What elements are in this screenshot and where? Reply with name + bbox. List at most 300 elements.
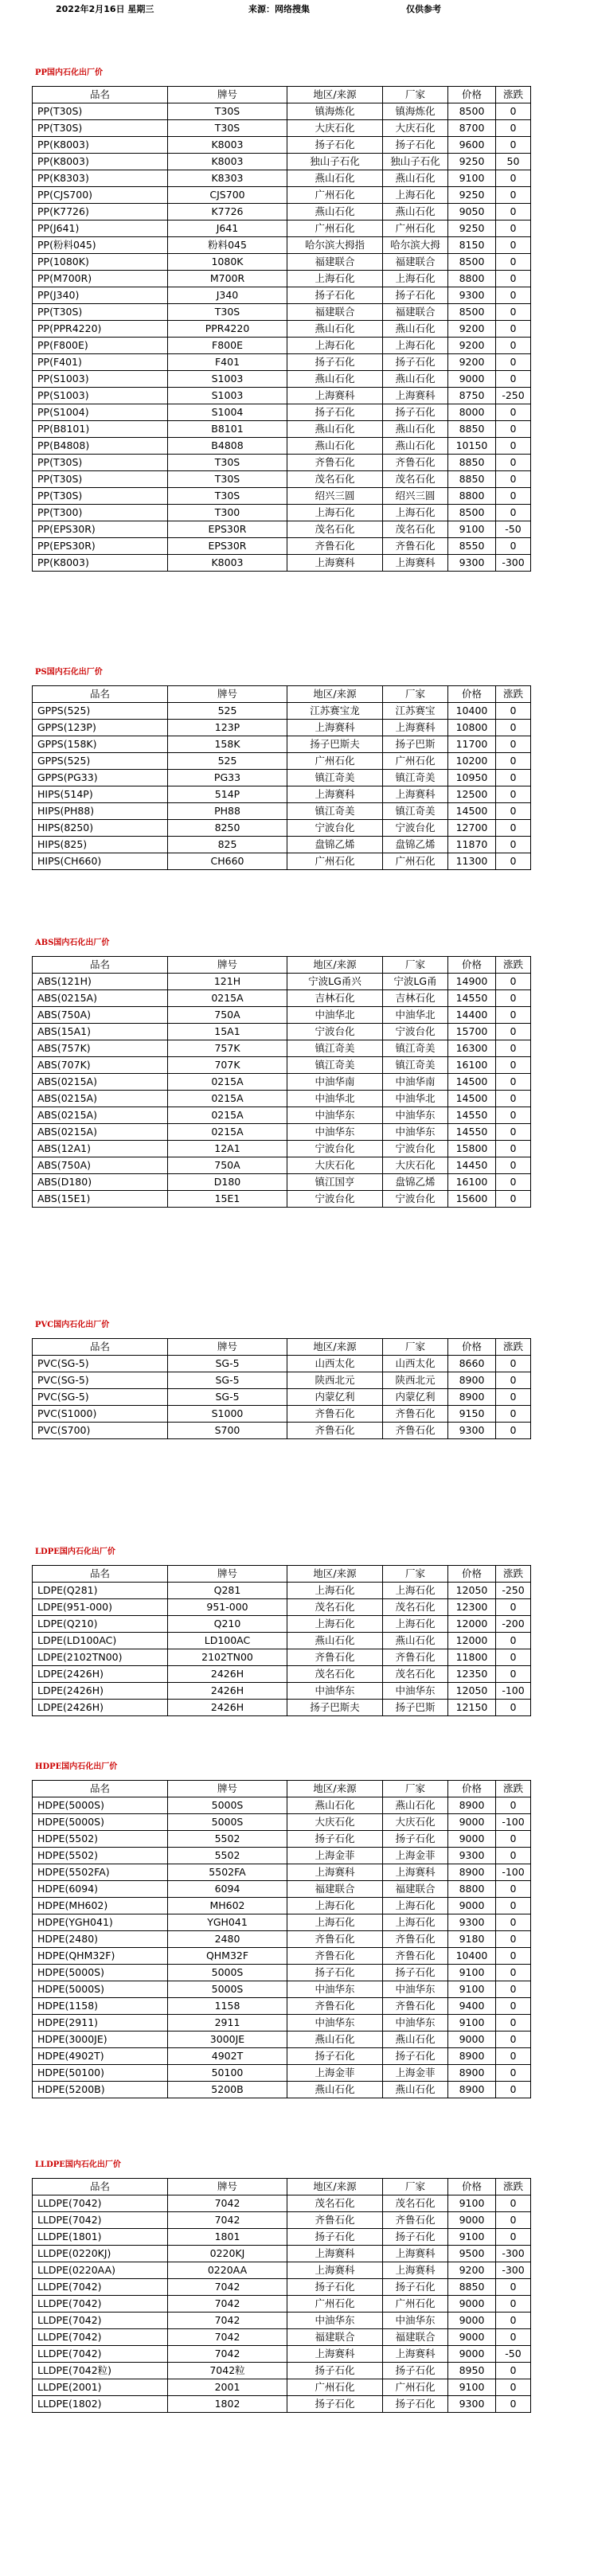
- product-name-cell: LDPE(Q210): [33, 1616, 168, 1633]
- column-header-grade: 牌号: [168, 1781, 287, 1797]
- grade-cell: MH602: [168, 1898, 287, 1914]
- region-cell: 燕山石化: [287, 2032, 383, 2048]
- change-cell: 0: [496, 1797, 531, 1814]
- region-cell: 齐鲁石化: [287, 2212, 383, 2229]
- region-cell: 福建联合: [287, 1881, 383, 1898]
- region-cell: 燕山石化: [287, 2082, 383, 2098]
- grade-cell: 1802: [168, 2396, 287, 2413]
- table-row: [33, 2296, 531, 2313]
- column-header-manufacturer: 厂家: [383, 1339, 448, 1356]
- product-name-cell: HDPE(50100): [33, 2065, 168, 2082]
- region-cell: 镇江奇美: [287, 803, 383, 820]
- grade-cell: 7042: [168, 2329, 287, 2346]
- manufacturer-cell: 上海石化: [383, 1583, 448, 1599]
- region-cell: 上海赛科: [287, 555, 383, 572]
- price-cell: 9600: [448, 137, 496, 154]
- product-name-cell: PP(B8101): [33, 421, 168, 438]
- manufacturer-cell: 大庆石化: [383, 120, 448, 137]
- grade-cell: 12A1: [168, 1141, 287, 1157]
- grade-cell: 825: [168, 837, 287, 853]
- grade-cell: J340: [168, 287, 287, 304]
- grade-cell: 121H: [168, 974, 287, 990]
- product-name-cell: PP(S1003): [33, 371, 168, 388]
- region-cell: 扬子石化: [287, 404, 383, 421]
- manufacturer-cell: 福建联合: [383, 1881, 448, 1898]
- grade-cell: 50100: [168, 2065, 287, 2082]
- price-cell: 9000: [448, 2329, 496, 2346]
- manufacturer-cell: 独山子石化: [383, 154, 448, 170]
- manufacturer-cell: 镇江奇美: [383, 1057, 448, 1074]
- table-row: [33, 371, 531, 388]
- product-name-cell: ABS(757K): [33, 1040, 168, 1057]
- region-cell: 茂名石化: [287, 2195, 383, 2212]
- grade-cell: Q281: [168, 1583, 287, 1599]
- grade-cell: 8250: [168, 820, 287, 837]
- product-name-cell: PP(CJS700): [33, 187, 168, 204]
- price-cell: 14900: [448, 974, 496, 990]
- product-name-cell: GPPS(525): [33, 753, 168, 770]
- table-row: [33, 1372, 531, 1389]
- column-header-region: 地区/来源: [287, 957, 383, 974]
- change-cell: 0: [496, 837, 531, 853]
- manufacturer-cell: 上海石化: [383, 1914, 448, 1931]
- price-cell: 8800: [448, 271, 496, 287]
- manufacturer-cell: 宁波台化: [383, 820, 448, 837]
- region-cell: 扬子石化: [287, 137, 383, 154]
- grade-cell: 粉料045: [168, 237, 287, 254]
- price-cell: 12000: [448, 1616, 496, 1633]
- product-name-cell: ABS(0215A): [33, 1074, 168, 1091]
- change-cell: -100: [496, 1814, 531, 1831]
- change-cell: 0: [496, 1389, 531, 1406]
- change-cell: 0: [496, 505, 531, 521]
- manufacturer-cell: 燕山石化: [383, 2032, 448, 2048]
- product-name-cell: PP(T30S): [33, 304, 168, 321]
- region-cell: 中油华南: [287, 1074, 383, 1091]
- change-cell: 0: [496, 287, 531, 304]
- grade-cell: 7042: [168, 2212, 287, 2229]
- product-name-cell: ABS(0215A): [33, 1107, 168, 1124]
- change-cell: 0: [496, 404, 531, 421]
- manufacturer-cell: 上海赛科: [383, 720, 448, 736]
- price-cell: 9200: [448, 321, 496, 338]
- grade-cell: K8003: [168, 555, 287, 572]
- change-cell: 0: [496, 1649, 531, 1666]
- manufacturer-cell: 中油华东: [383, 1107, 448, 1124]
- product-name-cell: ABS(707K): [33, 1057, 168, 1074]
- price-cell: 8700: [448, 120, 496, 137]
- price-cell: 8900: [448, 1389, 496, 1406]
- region-cell: 燕山石化: [287, 438, 383, 455]
- column-header-product: 品名: [33, 1781, 168, 1797]
- grade-cell: T30S: [168, 103, 287, 120]
- table-row: [33, 803, 531, 820]
- table-row: [33, 1898, 531, 1914]
- grade-cell: 5000S: [168, 1814, 287, 1831]
- manufacturer-cell: 上海赛科: [383, 2262, 448, 2279]
- grade-cell: T30S: [168, 455, 287, 471]
- price-cell: 9200: [448, 354, 496, 371]
- grade-cell: 525: [168, 753, 287, 770]
- grade-cell: SG-5: [168, 1356, 287, 1372]
- table-row: [33, 2363, 531, 2379]
- table-row: [33, 204, 531, 221]
- table-row: [33, 2246, 531, 2262]
- manufacturer-cell: 中油华北: [383, 1007, 448, 1024]
- change-cell: -100: [496, 1683, 531, 1700]
- manufacturer-cell: 上海赛科: [383, 2346, 448, 2363]
- price-cell: 15700: [448, 1024, 496, 1040]
- price-cell: 9100: [448, 2229, 496, 2246]
- table-row: [33, 770, 531, 786]
- product-name-cell: ABS(750A): [33, 1007, 168, 1024]
- change-cell: 0: [496, 471, 531, 488]
- price-cell: 11800: [448, 1649, 496, 1666]
- product-name-cell: PVC(SG-5): [33, 1356, 168, 1372]
- change-cell: 0: [496, 1174, 531, 1191]
- price-cell: 8500: [448, 103, 496, 120]
- manufacturer-cell: 齐鲁石化: [383, 1423, 448, 1439]
- grade-cell: 5200B: [168, 2082, 287, 2098]
- change-cell: 0: [496, 1057, 531, 1074]
- product-name-cell: LLDPE(0220AA): [33, 2262, 168, 2279]
- region-cell: 上海石化: [287, 1914, 383, 1931]
- price-cell: 12350: [448, 1666, 496, 1683]
- change-cell: 0: [496, 1848, 531, 1864]
- product-name-cell: LLDPE(7042): [33, 2212, 168, 2229]
- table-row: [33, 2329, 531, 2346]
- change-cell: 0: [496, 853, 531, 870]
- change-cell: 0: [496, 321, 531, 338]
- manufacturer-cell: 宁波LG甬: [383, 974, 448, 990]
- grade-cell: K8003: [168, 137, 287, 154]
- table-row: [33, 1191, 531, 1208]
- grade-cell: F800E: [168, 338, 287, 354]
- product-name-cell: HDPE(5200B): [33, 2082, 168, 2098]
- region-cell: 上海石化: [287, 1898, 383, 1914]
- grade-cell: T30S: [168, 304, 287, 321]
- price-cell: 14550: [448, 990, 496, 1007]
- manufacturer-cell: 中油华东: [383, 1124, 448, 1141]
- manufacturer-cell: 福建联合: [383, 2329, 448, 2346]
- grade-cell: 1080K: [168, 254, 287, 271]
- product-name-cell: PP(K8003): [33, 555, 168, 572]
- change-cell: -50: [496, 2346, 531, 2363]
- price-cell: 10950: [448, 770, 496, 786]
- manufacturer-cell: 宁波台化: [383, 1191, 448, 1208]
- column-header-change: 涨跌: [496, 1781, 531, 1797]
- change-cell: 0: [496, 1423, 531, 1439]
- product-name-cell: PP(S1003): [33, 388, 168, 404]
- product-name-cell: LDPE(2426H): [33, 1666, 168, 1683]
- region-cell: 广州石化: [287, 753, 383, 770]
- product-name-cell: PP(F800E): [33, 338, 168, 354]
- grade-cell: 5000S: [168, 1981, 287, 1998]
- grade-cell: QHM32F: [168, 1948, 287, 1965]
- change-cell: 0: [496, 720, 531, 736]
- price-cell: 14400: [448, 1007, 496, 1024]
- product-name-cell: ABS(D180): [33, 1174, 168, 1191]
- table-row: [33, 1040, 531, 1057]
- manufacturer-cell: 燕山石化: [383, 1797, 448, 1814]
- region-cell: 中油华东: [287, 1683, 383, 1700]
- product-name-cell: ABS(0215A): [33, 1124, 168, 1141]
- grade-cell: 5000S: [168, 1965, 287, 1981]
- price-cell: 9100: [448, 1965, 496, 1981]
- product-name-cell: PP(粉料045): [33, 237, 168, 254]
- report-source: 来源：网络搜集: [248, 4, 310, 14]
- manufacturer-cell: 上海石化: [383, 187, 448, 204]
- product-name-cell: LLDPE(1801): [33, 2229, 168, 2246]
- product-name-cell: GPPS(158K): [33, 736, 168, 753]
- change-cell: 0: [496, 2048, 531, 2065]
- region-cell: 中油华东: [287, 2015, 383, 2032]
- region-cell: 上海赛科: [287, 2246, 383, 2262]
- table-row: [33, 304, 531, 321]
- price-cell: 12050: [448, 1683, 496, 1700]
- table-row: [33, 2396, 531, 2413]
- region-cell: 齐鲁石化: [287, 538, 383, 555]
- column-header-product: 品名: [33, 1339, 168, 1356]
- table-row: [33, 1057, 531, 1074]
- change-cell: 0: [496, 237, 531, 254]
- manufacturer-cell: 绍兴三圆: [383, 488, 448, 505]
- table-row: [33, 154, 531, 170]
- table-header-row: [33, 686, 531, 703]
- price-cell: 14550: [448, 1107, 496, 1124]
- price-cell: 9050: [448, 204, 496, 221]
- grade-cell: 5502: [168, 1831, 287, 1848]
- grade-cell: LD100AC: [168, 1633, 287, 1649]
- table-row: [33, 1965, 531, 1981]
- manufacturer-cell: 上海石化: [383, 1616, 448, 1633]
- price-cell: 9000: [448, 371, 496, 388]
- manufacturer-cell: 上海赛科: [383, 1864, 448, 1881]
- manufacturer-cell: 燕山石化: [383, 421, 448, 438]
- table-header-row: [33, 957, 531, 974]
- manufacturer-cell: 盘锦乙烯: [383, 1174, 448, 1191]
- price-cell: 8150: [448, 237, 496, 254]
- grade-cell: 1801: [168, 2229, 287, 2246]
- product-name-cell: PP(T30S): [33, 103, 168, 120]
- table-row: [33, 1107, 531, 1124]
- change-cell: 0: [496, 1141, 531, 1157]
- column-header-product: 品名: [33, 1566, 168, 1583]
- table-row: [33, 354, 531, 371]
- product-name-cell: PP(S1004): [33, 404, 168, 421]
- change-cell: 0: [496, 170, 531, 187]
- grade-cell: 2480: [168, 1931, 287, 1948]
- product-name-cell: HDPE(1158): [33, 1998, 168, 2015]
- change-cell: 0: [496, 1024, 531, 1040]
- manufacturer-cell: 中油华东: [383, 2313, 448, 2329]
- table-row: [33, 120, 531, 137]
- manufacturer-cell: 茂名石化: [383, 521, 448, 538]
- price-cell: 9250: [448, 154, 496, 170]
- price-cell: 8850: [448, 2279, 496, 2296]
- table-row: [33, 1024, 531, 1040]
- manufacturer-cell: 扬子石化: [383, 2048, 448, 2065]
- manufacturer-cell: 上海金菲: [383, 1848, 448, 1864]
- manufacturer-cell: 上海赛科: [383, 388, 448, 404]
- table-row: [33, 853, 531, 870]
- price-cell: 9150: [448, 1406, 496, 1423]
- region-cell: 广州石化: [287, 187, 383, 204]
- price-cell: 8850: [448, 455, 496, 471]
- price-cell: 9000: [448, 2032, 496, 2048]
- price-cell: 9400: [448, 1998, 496, 2015]
- manufacturer-cell: 内蒙亿利: [383, 1389, 448, 1406]
- region-cell: 扬子巴斯夫: [287, 1700, 383, 1716]
- table-row: [33, 455, 531, 471]
- table-row: [33, 1124, 531, 1141]
- manufacturer-cell: 大庆石化: [383, 1814, 448, 1831]
- change-cell: 0: [496, 1666, 531, 1683]
- change-cell: 0: [496, 2212, 531, 2229]
- manufacturer-cell: 镇江奇美: [383, 770, 448, 786]
- region-cell: 燕山石化: [287, 1797, 383, 1814]
- manufacturer-cell: 广州石化: [383, 2296, 448, 2313]
- table-row: [33, 538, 531, 555]
- product-name-cell: GPPS(525): [33, 703, 168, 720]
- region-cell: 扬子石化: [287, 2279, 383, 2296]
- table-row: [33, 505, 531, 521]
- price-cell: 9000: [448, 2212, 496, 2229]
- table-row: [33, 974, 531, 990]
- region-cell: 燕山石化: [287, 170, 383, 187]
- column-header-product: 品名: [33, 686, 168, 703]
- change-cell: 0: [496, 204, 531, 221]
- column-header-region: 地区/来源: [287, 1339, 383, 1356]
- grade-cell: SG-5: [168, 1389, 287, 1406]
- grade-cell: S1003: [168, 388, 287, 404]
- section-title: LLDPE国内石化出厂价: [35, 2160, 121, 2169]
- report-disclaimer: 仅供参考: [406, 4, 441, 14]
- table-row: [33, 2229, 531, 2246]
- table-row: [33, 2379, 531, 2396]
- manufacturer-cell: 齐鲁石化: [383, 1998, 448, 2015]
- change-cell: 0: [496, 2082, 531, 2098]
- grade-cell: Q210: [168, 1616, 287, 1633]
- product-name-cell: PVC(S1000): [33, 1406, 168, 1423]
- price-table: [32, 1338, 531, 1439]
- table-row: [33, 1998, 531, 2015]
- manufacturer-cell: 齐鲁石化: [383, 455, 448, 471]
- product-name-cell: PVC(S700): [33, 1423, 168, 1439]
- region-cell: 扬子石化: [287, 2363, 383, 2379]
- change-cell: 0: [496, 354, 531, 371]
- price-cell: 9300: [448, 1423, 496, 1439]
- table-row: [33, 187, 531, 204]
- table-row: [33, 237, 531, 254]
- region-cell: 广州石化: [287, 2379, 383, 2396]
- column-header-manufacturer: 厂家: [383, 1781, 448, 1797]
- table-row: [33, 1074, 531, 1091]
- region-cell: 上海石化: [287, 505, 383, 521]
- column-header-product: 品名: [33, 957, 168, 974]
- price-cell: 12050: [448, 1583, 496, 1599]
- table-row: [33, 1814, 531, 1831]
- price-cell: 9000: [448, 1814, 496, 1831]
- change-cell: 0: [496, 2032, 531, 2048]
- change-cell: 0: [496, 1406, 531, 1423]
- section-title: PS国内石化出厂价: [35, 668, 103, 677]
- price-cell: 8900: [448, 2048, 496, 2065]
- region-cell: 陕西北元: [287, 1372, 383, 1389]
- region-cell: 宁波台化: [287, 1141, 383, 1157]
- product-name-cell: GPPS(123P): [33, 720, 168, 736]
- table-row: [33, 1007, 531, 1024]
- grade-cell: 7042: [168, 2296, 287, 2313]
- region-cell: 大庆石化: [287, 120, 383, 137]
- price-cell: 9300: [448, 555, 496, 572]
- price-cell: 16100: [448, 1174, 496, 1191]
- manufacturer-cell: 燕山石化: [383, 170, 448, 187]
- change-cell: 0: [496, 770, 531, 786]
- grade-cell: 4902T: [168, 2048, 287, 2065]
- price-cell: 11700: [448, 736, 496, 753]
- table-row: [33, 1583, 531, 1599]
- product-name-cell: ABS(15E1): [33, 1191, 168, 1208]
- table-row: [33, 254, 531, 271]
- column-header-change: 涨跌: [496, 686, 531, 703]
- price-cell: 8660: [448, 1356, 496, 1372]
- grade-cell: S1004: [168, 404, 287, 421]
- change-cell: 0: [496, 120, 531, 137]
- region-cell: 扬子石化: [287, 2229, 383, 2246]
- grade-cell: K8303: [168, 170, 287, 187]
- region-cell: 广州石化: [287, 221, 383, 237]
- column-header-grade: 牌号: [168, 686, 287, 703]
- product-name-cell: HDPE(2911): [33, 2015, 168, 2032]
- change-cell: 0: [496, 820, 531, 837]
- region-cell: 广州石化: [287, 853, 383, 870]
- manufacturer-cell: 陕西北元: [383, 1372, 448, 1389]
- manufacturer-cell: 扬子石化: [383, 1965, 448, 1981]
- manufacturer-cell: 上海赛科: [383, 786, 448, 803]
- product-name-cell: LLDPE(0220KJ): [33, 2246, 168, 2262]
- price-cell: 16300: [448, 1040, 496, 1057]
- price-cell: 9300: [448, 2396, 496, 2413]
- grade-cell: 750A: [168, 1157, 287, 1174]
- manufacturer-cell: 茂名石化: [383, 471, 448, 488]
- change-cell: 0: [496, 1931, 531, 1948]
- price-cell: 14500: [448, 803, 496, 820]
- grade-cell: PH88: [168, 803, 287, 820]
- product-name-cell: HIPS(8250): [33, 820, 168, 837]
- table-row: [33, 1831, 531, 1848]
- grade-cell: 2911: [168, 2015, 287, 2032]
- manufacturer-cell: 镇江奇美: [383, 1040, 448, 1057]
- grade-cell: 0215A: [168, 1091, 287, 1107]
- grade-cell: 0215A: [168, 990, 287, 1007]
- change-cell: 0: [496, 2296, 531, 2313]
- product-name-cell: ABS(121H): [33, 974, 168, 990]
- product-name-cell: LLDPE(7042): [33, 2279, 168, 2296]
- price-table: [32, 685, 531, 870]
- column-header-region: 地区/来源: [287, 87, 383, 103]
- column-header-manufacturer: 厂家: [383, 1566, 448, 1583]
- price-cell: 10400: [448, 1948, 496, 1965]
- change-cell: 0: [496, 438, 531, 455]
- price-cell: 9100: [448, 521, 496, 538]
- grade-cell: 0215A: [168, 1074, 287, 1091]
- manufacturer-cell: 上海赛科: [383, 2246, 448, 2262]
- price-cell: 8800: [448, 1881, 496, 1898]
- grade-cell: YGH041: [168, 1914, 287, 1931]
- product-name-cell: PP(T300): [33, 505, 168, 521]
- price-table: [32, 1780, 531, 2098]
